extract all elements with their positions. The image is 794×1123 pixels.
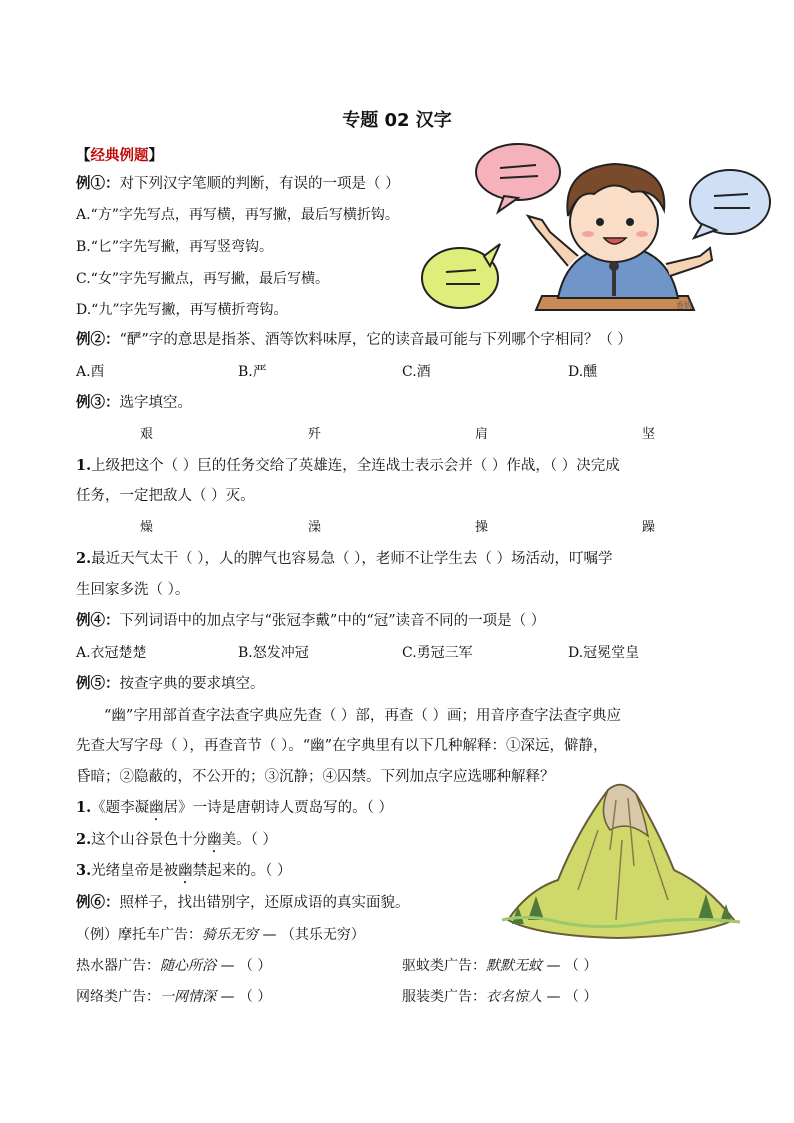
- sentence-text: 最近天气太干（ ），人的脾气也容易急（ ），老师不让学生去（ ）场活动，叮嘱学: [91, 551, 613, 567]
- choice-char: 操: [475, 520, 489, 535]
- q3-sentence-1-cont: 任务，一定把敌人（ ）灭。: [76, 488, 255, 504]
- ad-category: （例）摩托车广告：: [76, 927, 202, 943]
- choice-char: 肩: [475, 427, 489, 442]
- question-stem: 照样子，找出错别字，还原成语的真实面貌。: [119, 895, 410, 911]
- ad-slogan: 衣名惊人: [486, 989, 542, 1005]
- q6-ad-3: [76, 987, 271, 1007]
- mountain-illustration: [498, 770, 744, 942]
- item-text: 光绪皇帝是被: [91, 863, 179, 879]
- q6-ad-4: [402, 987, 597, 1007]
- speech-bubble-pink: [476, 144, 560, 212]
- ad-slogan: 随心所浴: [160, 958, 216, 974]
- question-5: [76, 674, 265, 694]
- choice-char: 坚: [642, 427, 656, 442]
- ad-category: 服装类广告：: [402, 989, 486, 1005]
- item-text: 禁起来的。（ ）: [192, 863, 292, 879]
- choice-char: 歼: [308, 427, 322, 442]
- q5-item-2: [76, 830, 277, 856]
- question-3: [76, 393, 192, 413]
- choice-char: 燥: [140, 520, 154, 535]
- boy-speech-illustration: [418, 138, 780, 318]
- q4-option-a: A.衣冠楚楚: [76, 645, 147, 661]
- sentence-text: 上级把这个（ ）巨的任务交给了英雄连，全连战士表示会并（ ）作战，（ ）决完成: [91, 458, 620, 474]
- ad-slogan: 默默无蚊: [486, 958, 542, 974]
- ad-category: 驱蚊类广告：: [402, 958, 486, 974]
- question-stem: 对下列汉字笔顺的判断，有误的一项是（ ）: [119, 176, 400, 192]
- question-4: [76, 611, 545, 631]
- q3-sentence-2-cont: 生回家多洗（ ）。: [76, 582, 190, 598]
- q1-option-a: A.“方”字先写点，再写横，再写撇，最后写横折钩。: [76, 207, 399, 223]
- question-2: [76, 330, 632, 350]
- q1-option-d: D.“九”字先写撇，再写横折弯钩。: [76, 302, 288, 318]
- q3-sentence-1: [76, 456, 620, 476]
- ad-answer-blank: — （ ）: [216, 958, 272, 974]
- q5-item-3: [76, 861, 292, 887]
- q5-paragraph-line-2: 先查大写字母（ ），再查音节（ ）。“幽”在字典里有以下几种解释：①深远，僻静，: [76, 738, 608, 754]
- dotted-char: 幽: [207, 832, 222, 848]
- section-header: [76, 144, 163, 165]
- ad-answer-blank: — （ ）: [216, 989, 272, 1005]
- item-number: 2.: [76, 550, 92, 567]
- choice-char: 澡: [308, 520, 322, 535]
- question-label: 例④：: [76, 612, 120, 629]
- item-text: 这个山谷景色十分: [91, 832, 208, 848]
- speech-bubble-green: [422, 244, 500, 308]
- question-1: [76, 174, 400, 194]
- question-label: 例②：: [76, 331, 120, 348]
- q2-option-a: A.酉: [76, 364, 105, 380]
- ad-answer-blank: — （ ）: [542, 989, 598, 1005]
- item-number: 3.: [76, 862, 92, 879]
- item-text: 美。（ ）: [221, 832, 277, 848]
- item-text: 《题李凝: [91, 800, 150, 816]
- speech-bubble-blue: [690, 170, 770, 238]
- q6-ad-1: [76, 956, 271, 976]
- illustration-stamp: 香妈: [676, 301, 692, 310]
- q1-option-b: B.“匕”字先写撇，再写竖弯钩。: [76, 239, 274, 255]
- question-label: 例①：: [76, 175, 120, 192]
- question-stem: 选字填空。: [119, 395, 192, 411]
- q4-option-b: B.怒发冲冠: [238, 645, 309, 661]
- question-stem: “酽”字的意思是指茶、酒等饮料味厚，它的读音最可能与下列哪个字相同？（ ）: [119, 332, 632, 348]
- question-stem: 按查字典的要求填空。: [119, 676, 265, 692]
- ad-category: 网络类广告：: [76, 989, 160, 1005]
- page-title: 专题 02 汉字: [342, 110, 452, 131]
- question-stem: 下列词语中的加点字与“张冠李戴”中的“冠”读音不同的一项是（ ）: [119, 613, 546, 629]
- dotted-char: 幽: [149, 800, 164, 816]
- section-bracket-close: 】: [148, 147, 163, 164]
- item-text: 居》一诗是唐朝诗人贾岛写的。（ ）: [163, 800, 393, 816]
- item-number: 1.: [76, 799, 92, 816]
- item-number: 2.: [76, 831, 92, 848]
- section-bracket-open: 【: [76, 147, 91, 164]
- ad-category: 热水器广告：: [76, 958, 160, 974]
- q2-option-d: D.醺: [568, 364, 598, 380]
- q6-example: [76, 925, 365, 945]
- dotted-char: 幽: [178, 863, 193, 879]
- q1-option-c: C.“女”字先写撇点，再写撇，最后写横。: [76, 271, 329, 287]
- ad-slogan: 骑乐无穷: [202, 927, 258, 943]
- q3-sentence-2: [76, 549, 612, 569]
- item-number: 1.: [76, 457, 92, 474]
- question-label: 例⑤：: [76, 675, 120, 692]
- ad-answer: — （其乐无穷）: [258, 927, 365, 943]
- question-6: [76, 893, 410, 913]
- choice-char: 艰: [140, 427, 154, 442]
- question-label: 例⑥：: [76, 894, 120, 911]
- q5-paragraph-line-3: 昏暗；②隐蔽的，不公开的；③沉静；④囚禁。下列加点字应选哪种解释？: [76, 769, 555, 785]
- q4-option-d: D.冠冕堂皇: [568, 645, 640, 661]
- question-label: 例③：: [76, 394, 120, 411]
- choice-char: 躁: [642, 520, 656, 535]
- q6-ad-2: [402, 956, 597, 976]
- q5-item-1: [76, 798, 393, 824]
- q4-option-c: C.勇冠三军: [402, 645, 473, 661]
- q2-option-c: C.酒: [402, 364, 431, 380]
- ad-slogan: 一网情深: [160, 989, 216, 1005]
- section-label: 经典例题: [90, 147, 149, 164]
- ad-answer-blank: — （ ）: [542, 958, 598, 974]
- q5-paragraph-line-1: “幽”字用部首查字法查字典应先查（ ）部，再查（ ）画；用音序查字法查字典应: [104, 708, 622, 724]
- q2-option-b: B.严: [238, 364, 267, 380]
